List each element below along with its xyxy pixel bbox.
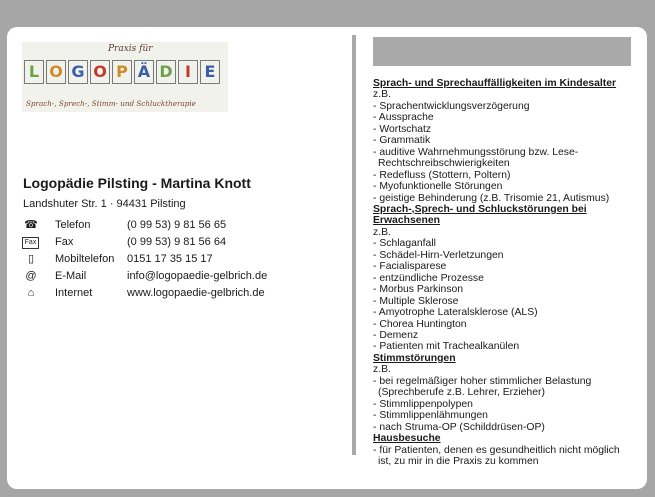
list-item: - Myofunktionelle Störungen	[373, 181, 503, 193]
list-item: ist, zu mir in die Praxis zu kommen	[378, 455, 539, 467]
logo-letter: O	[90, 60, 110, 84]
logo-praxis-text: Praxis für	[108, 44, 153, 54]
logo-letter: D	[156, 60, 176, 84]
list-item: - Schädel-Hirn-Verletzungen	[373, 249, 504, 261]
logo-letter: Ä	[134, 60, 154, 84]
contact-label: Fax	[55, 236, 74, 248]
list-item: - bei regelmäßiger hoher stimmlicher Belastung	[373, 375, 592, 387]
list-item: - entzündliche Prozesse	[373, 272, 484, 284]
contact-label: Telefon	[55, 219, 91, 231]
logo-letter: E	[200, 60, 220, 84]
list-item: - Grammatik	[373, 135, 431, 147]
logo-letter: I	[178, 60, 198, 84]
list-item: - Redefluss (Stottern, Poltern)	[373, 169, 511, 181]
list-item: Rechtschreibschwierigkeiten	[378, 158, 510, 170]
column-divider	[352, 35, 356, 455]
list-item: - Demenz	[373, 329, 419, 341]
contact-label: Mobiltelefon	[55, 253, 115, 265]
list-item: - Sprachentwicklungsverzögerung	[373, 100, 530, 112]
logo	[22, 42, 228, 112]
list-item: z.B.	[373, 226, 391, 238]
contact-value: www.logopaedie-gelbrich.de	[127, 287, 265, 299]
list-item: - Stimmlippenlähmungen	[373, 410, 488, 422]
address: Landshuter Str. 1 · 94431 Pilsting	[23, 198, 186, 210]
list-item: z.B.	[373, 364, 391, 376]
list-item: - nach Struma-OP (Schilddrüsen-OP)	[373, 421, 545, 433]
list-item: - Stimmlippenpolypen	[373, 398, 473, 410]
email-icon: @	[25, 270, 37, 282]
list-item: - für Patienten, denen es gesundheitlich nicht möglich	[373, 444, 620, 456]
contact-value: (0 99 53) 9 81 56 64	[127, 236, 227, 248]
mobile-icon: ▯	[27, 253, 35, 265]
list-item: - Patienten mit Trachealkanülen	[373, 341, 520, 353]
services-list	[373, 78, 643, 467]
section-heading: Hausbesuche	[373, 433, 441, 445]
list-item: - Chorea Huntington	[373, 318, 467, 330]
list-item: - Morbus Parkinson	[373, 284, 464, 296]
phone-icon: ☎	[24, 219, 38, 231]
logo-letter: O	[46, 60, 66, 84]
list-item: - Amyotrophe Lateralsklerose (ALS)	[373, 307, 538, 319]
list-item: - Multiple Sklerose	[373, 295, 459, 307]
section-heading: Sprach- und Sprechauffälligkeiten im Kindesalter	[373, 78, 617, 89]
logo-letter: P	[112, 60, 132, 84]
list-item: - Schlaganfall	[373, 238, 436, 250]
contact-value: (0 99 53) 9 81 56 65	[127, 219, 227, 231]
section-heading: Sprach-,Sprech- und Schluckstörungen bei Erwachsenen	[373, 203, 587, 227]
contact-value: 0151 17 35 15 17	[127, 253, 213, 265]
fax-icon: Fax	[22, 237, 39, 249]
list-item: (Sprechberufe z.B. Lehrer, Erzieher)	[378, 387, 545, 399]
home-icon: ⌂	[27, 287, 35, 299]
logo-letter: L	[24, 60, 44, 84]
contact-label: E-Mail	[55, 270, 87, 282]
logo-tagline: Sprach-, Sprech-, Stimm- und Schlucktherapie	[26, 99, 196, 108]
list-item: z.B.	[373, 89, 391, 101]
logo-letters	[24, 60, 220, 84]
section-heading: Stimmstörungen	[373, 352, 456, 364]
list-item: - Facialisparese	[373, 261, 447, 273]
list-item: - geistige Behinderung (z.B. Trisomie 21, Autismus)	[373, 192, 610, 204]
list-item: - Aussprache	[373, 112, 434, 124]
header-bar	[373, 37, 631, 66]
company-name: Logopädie Pilsting - Martina Knott	[23, 175, 251, 191]
contact-value: info@logopaedie-gelbrich.de	[127, 270, 268, 282]
logo-letter: G	[68, 60, 88, 84]
contact-label: Internet	[55, 287, 93, 299]
list-item: - auditive Wahrnehmungsstörung bzw. Lese-	[373, 146, 579, 158]
list-item: - Wortschatz	[373, 123, 432, 135]
